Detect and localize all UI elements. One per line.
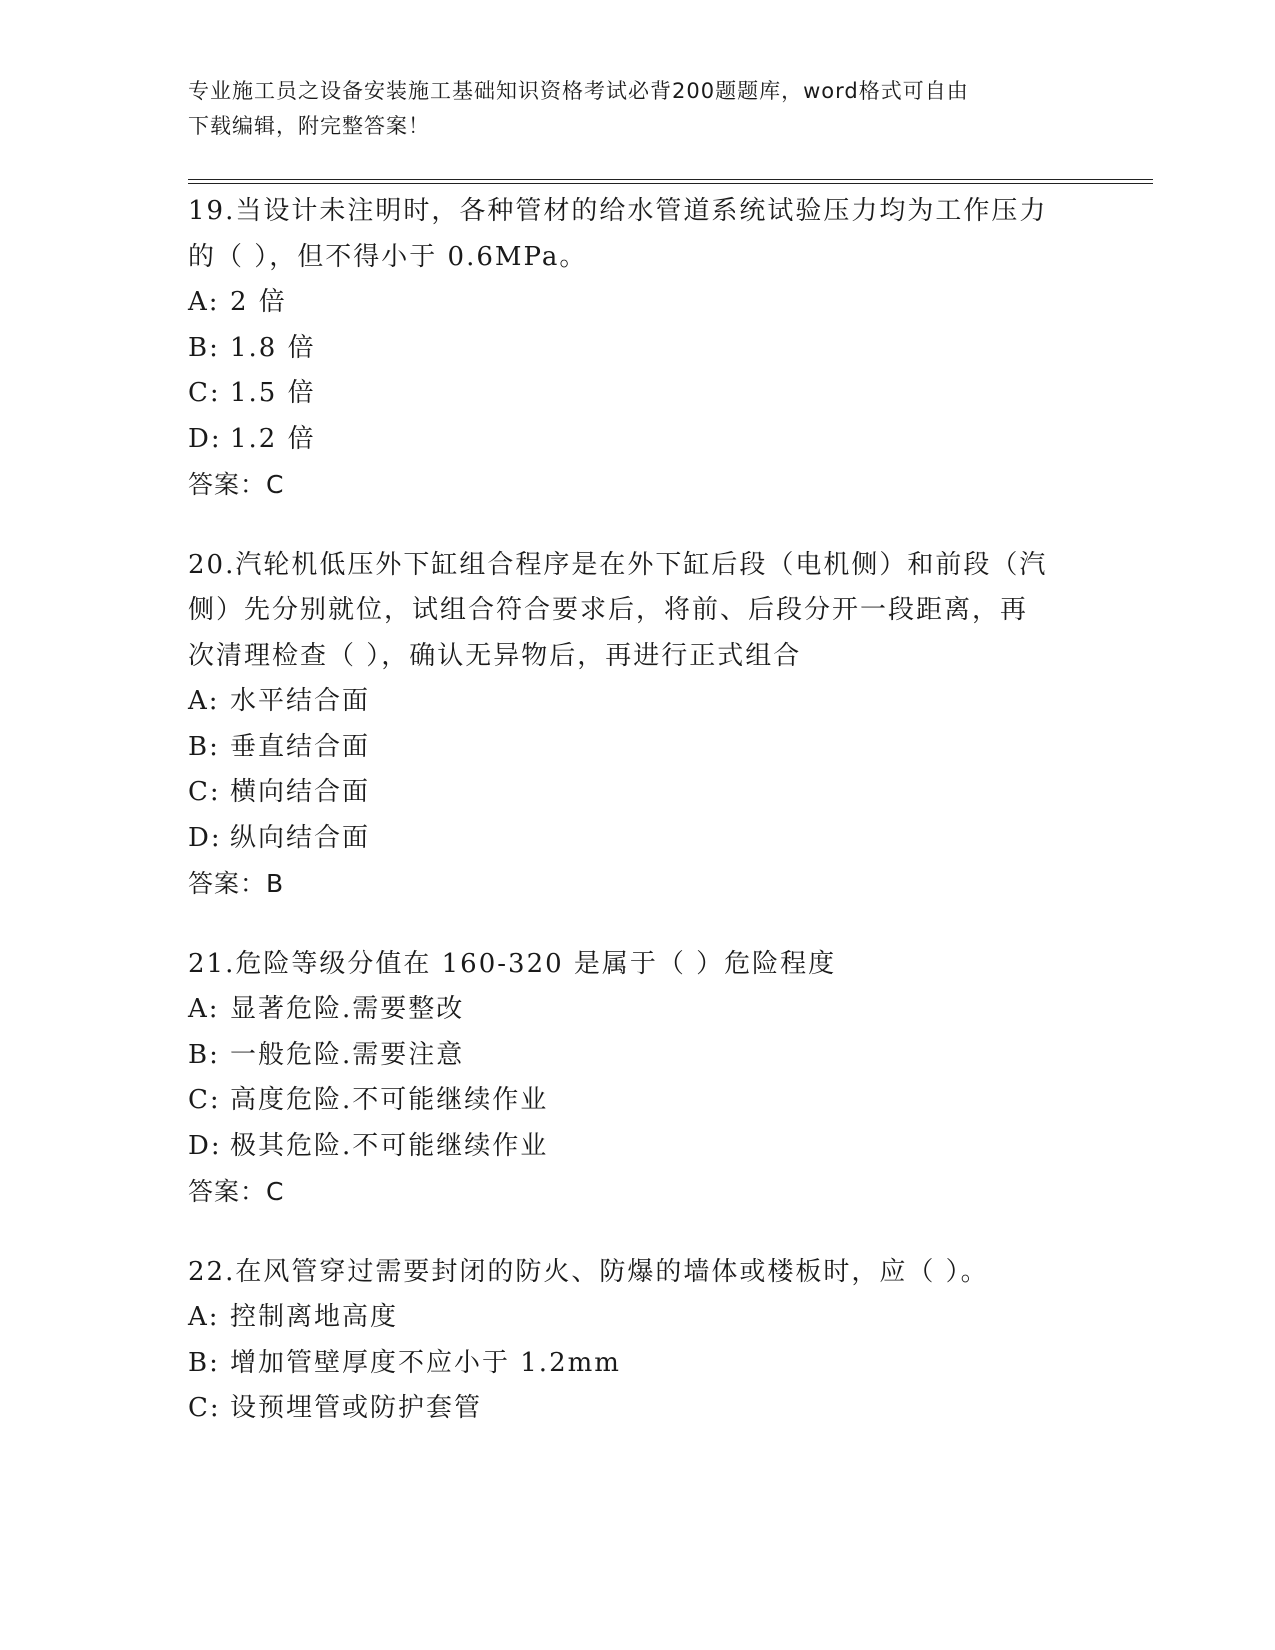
option-text: 极其危险.不可能继续作业 — [230, 1130, 549, 1161]
option-item — [188, 725, 1088, 771]
question-list — [188, 189, 1088, 1467]
option-letter: A: — [188, 686, 220, 716]
header-line-1: 专业施工员之设备安装施工基础知识资格考试必背200题题库，word格式可自由 — [188, 79, 969, 103]
option-text: 垂直结合面 — [230, 731, 371, 762]
header-rule-bottom — [188, 183, 1153, 184]
document-header — [188, 74, 1068, 144]
option-item — [188, 326, 1088, 372]
question-stem-line: 19.当设计未注明时，各种管材的给水管道系统试验压力均为工作压力 — [188, 196, 1048, 226]
option-item — [188, 1386, 1088, 1432]
option-letter: B: — [188, 1347, 220, 1378]
option-item — [188, 280, 1088, 326]
option-item — [188, 1078, 1088, 1124]
option-text: 纵向结合面 — [230, 822, 371, 853]
option-letter: B: — [188, 332, 220, 363]
question-stem-line: 侧）先分别就位，试组合符合要求后，将前、后段分开一段距离，再 — [188, 595, 1029, 625]
option-item — [188, 679, 1088, 725]
option-text: 横向结合面 — [230, 777, 371, 807]
option-text: 2 倍 — [230, 287, 287, 317]
option-letter: A: — [188, 1302, 220, 1332]
option-text: 显著危险.需要整改 — [230, 994, 465, 1024]
option-item — [188, 371, 1088, 417]
option-item — [188, 417, 1088, 463]
option-text: 1.5 倍 — [230, 378, 316, 408]
question-block — [188, 942, 1088, 1215]
option-item — [188, 816, 1088, 862]
option-letter: D: — [188, 822, 222, 853]
option-text: 高度危险.不可能继续作业 — [230, 1085, 549, 1115]
option-letter: C: — [188, 1393, 221, 1423]
option-text: 控制离地高度 — [230, 1302, 399, 1332]
option-item — [188, 770, 1088, 816]
question-block — [188, 1250, 1088, 1432]
option-text: 增加管壁厚度不应小于 1.2mm — [230, 1347, 621, 1378]
option-letter: B: — [188, 731, 220, 762]
option-letter: A: — [188, 287, 220, 317]
option-letter: D: — [188, 1130, 222, 1161]
option-text: 一般危险.需要注意 — [230, 1039, 465, 1070]
question-stem-line: 20.汽轮机低压外下缸组合程序是在外下缸后段（电机侧）和前段（汽 — [188, 549, 1048, 580]
header-rule-top — [188, 179, 1153, 180]
answer-line: 答案：B — [188, 869, 285, 898]
question-stem-line: 22.在风管穿过需要封闭的防火、防爆的墙体或楼板时，应（ ）。 — [188, 1256, 989, 1287]
option-text: 水平结合面 — [230, 686, 371, 716]
option-item — [188, 1033, 1088, 1079]
option-letter: C: — [188, 378, 221, 408]
option-letter: C: — [188, 777, 221, 807]
option-letter: D: — [188, 423, 222, 454]
option-text: 1.2 倍 — [230, 423, 316, 454]
option-item — [188, 1124, 1088, 1170]
question-stem-line: 的（ ），但不得小于 0.6MPa。 — [188, 241, 588, 272]
option-letter: B: — [188, 1039, 220, 1070]
question-stem-line: 21.危险等级分值在 160-320 是属于（ ）危险程度 — [188, 948, 837, 979]
answer-line: 答案：C — [188, 470, 285, 499]
question-stem-line: 次清理检查（ ），确认无异物后，再进行正式组合 — [188, 640, 802, 671]
option-item — [188, 987, 1088, 1033]
question-block — [188, 189, 1088, 508]
option-item — [188, 1341, 1088, 1387]
option-item — [188, 1295, 1088, 1341]
answer-line: 答案：C — [188, 1177, 285, 1206]
option-text: 1.8 倍 — [230, 332, 316, 363]
header-line-2: 下载编辑，附完整答案！ — [188, 114, 430, 138]
question-block — [188, 543, 1088, 907]
option-text: 设预埋管或防护套管 — [230, 1393, 483, 1423]
option-letter: C: — [188, 1085, 221, 1115]
option-letter: A: — [188, 994, 220, 1024]
